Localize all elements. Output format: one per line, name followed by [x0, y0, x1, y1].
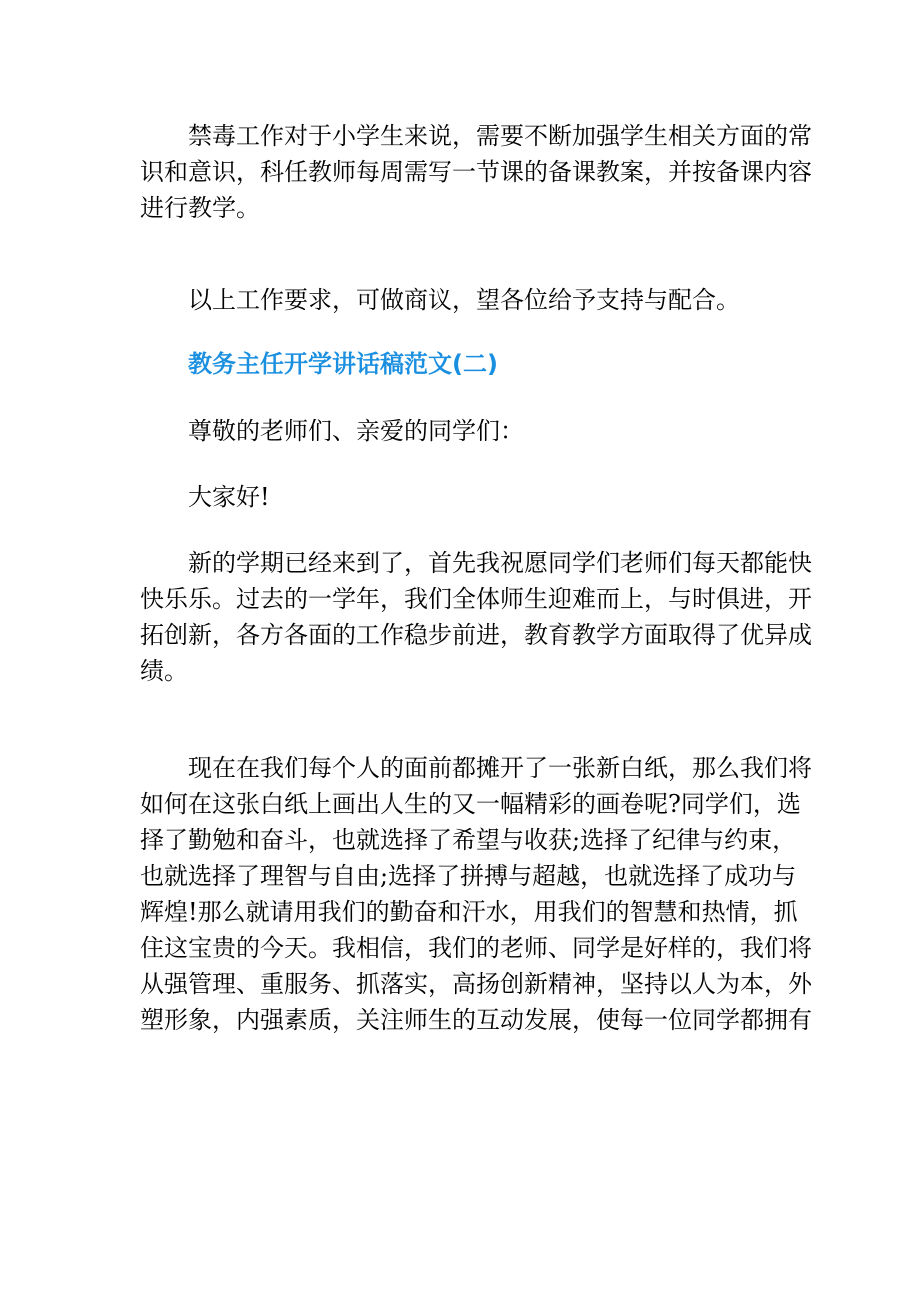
text-line: 塑形象，内强素质，关注师生的互动发展，使每一位同学都拥有 — [140, 1006, 812, 1034]
text-line: 择了勤勉和奋斗，也就选择了希望与收获;选择了纪律与约束， — [140, 826, 797, 854]
text-line: 拓创新，各方各面的工作稳步前进，教育教学方面取得了优异成 — [140, 621, 812, 649]
text-line: 禁毒工作对于小学生来说，需要不断加强学生相关方面的常 — [188, 122, 812, 150]
text-line: 也就选择了理智与自由;选择了拼搏与超越，也就选择了成功与 — [140, 862, 797, 890]
text-line: 新的学期已经来到了，首先我祝愿同学们老师们每天都能快 — [188, 549, 812, 577]
text-line: 现在在我们每个人的面前都摊开了一张新白纸，那么我们将 — [188, 754, 812, 782]
text-line: 如何在这张白纸上画出人生的又一幅精彩的画卷呢?同学们，选 — [140, 790, 801, 818]
section-heading: 教务主任开学讲话稿范文(二) — [188, 350, 498, 378]
text-line: 进行教学。 — [140, 194, 260, 222]
text-line: 从强管理、重服务、抓落实，高扬创新精神，坚持以人为本，外 — [140, 970, 812, 998]
text-line: 辉煌!那么就请用我们的勤奋和汗水，用我们的智慧和热情，抓 — [140, 898, 798, 926]
paragraph-greeting — [140, 479, 780, 515]
paragraph-blank-paper — [140, 750, 812, 1038]
text-line: 住这宝贵的今天。我相信，我们的老师、同学是好样的，我们将 — [140, 934, 812, 962]
text-line: 识和意识，科任教师每周需写一节课的备课教案，并按备课内容 — [140, 158, 812, 186]
paragraph-drug-prevention — [140, 118, 812, 226]
text-line: 大家好! — [188, 483, 270, 511]
text-line: 以上工作要求，可做商议，望各位给予支持与配合。 — [188, 286, 740, 314]
paragraph-new-semester — [140, 545, 812, 689]
paragraph-work-requirements — [140, 282, 780, 318]
text-line: 快乐乐。过去的一学年，我们全体师生迎难而上，与时俱进，开 — [140, 585, 812, 613]
text-line: 尊敬的老师们、亲爱的同学们： — [188, 417, 524, 445]
text-line: 绩。 — [140, 657, 188, 685]
paragraph-salutation — [140, 413, 780, 449]
